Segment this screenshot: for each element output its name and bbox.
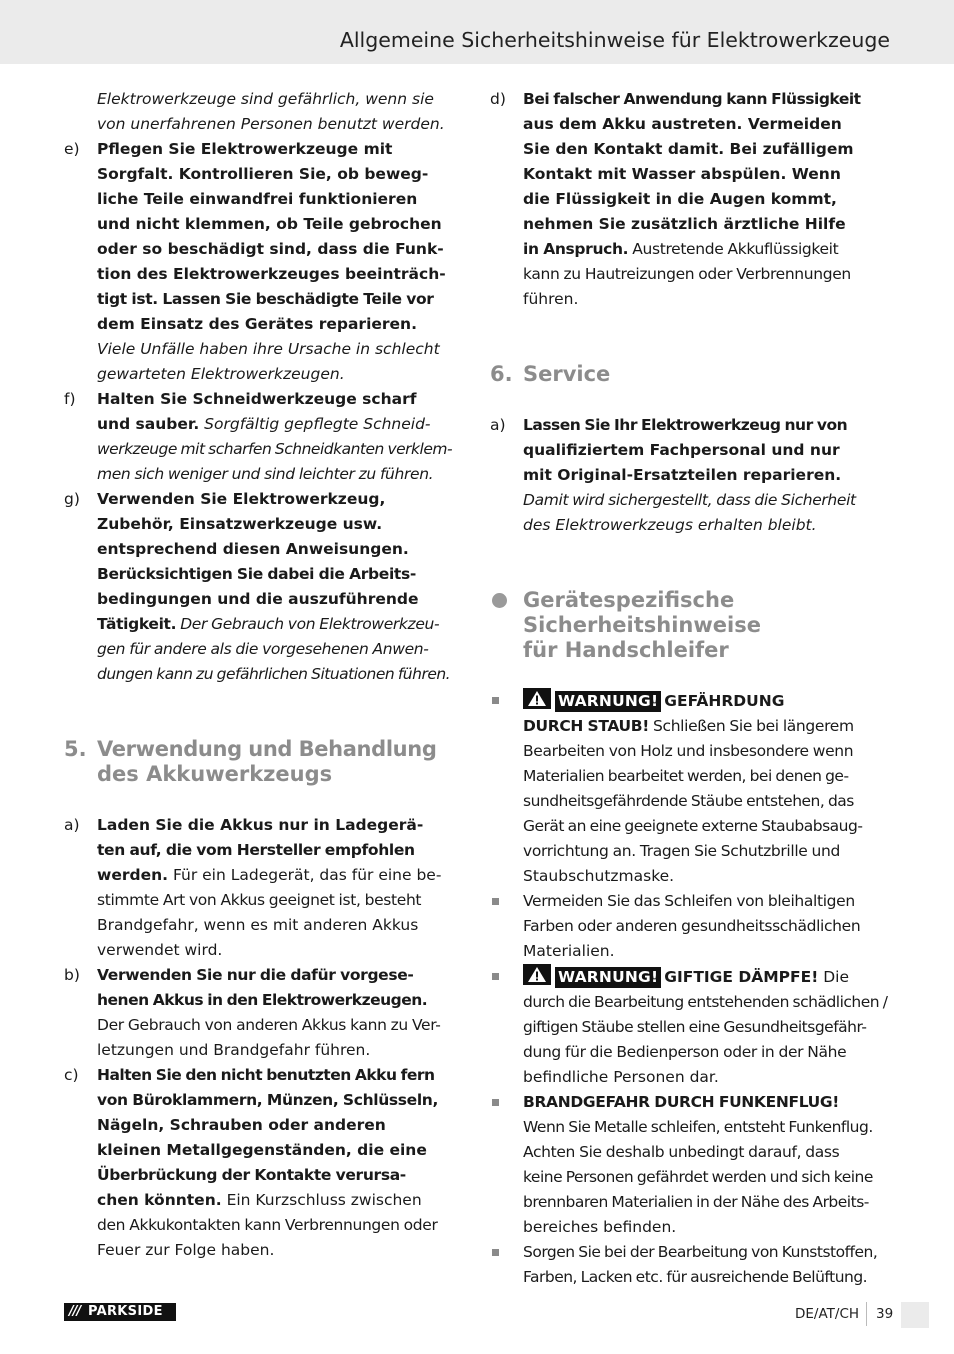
item-f: f) Halten Sie Schneidwerkzeuge scharf und sauber. Sorgfältig gepflegte Schneid- werkzeuge mit scharfen Schneidkanten verklem- men sich weniger und sind leichter zu führen. <box>64 387 464 487</box>
bullet-sparks: BRANDGEFAHR DURCH FUNKENFLUG! Wenn Sie Metalle schleifen, entsteht Funkenflug. Achten Sie deshalb unbedingt darauf, dass keine Personen gefährdet werden und sich keine brennbaren Materialien in der Nähe des Arbeits- bereiches befinden. <box>490 1090 890 1240</box>
warning-label: WARNUNG! <box>555 967 661 988</box>
item-e: e) Pflegen Sie Elektrowerkzeuge mit Sorgfalt. Kontrollieren Sie, ob beweg- liche Teile einwandfrei funktionieren und nicht klemmen, ob Teile gebrochen oder so beschädigt sind, dass die Funk- tion des Elektrowerkzeuges beeinträch- tigt ist. Lassen Sie beschädigte Teile vor dem Einsatz des Gerätes reparieren. Viele Unfälle haben ihre Ursache in schlecht gewarteten Elektrowerkzeugen. <box>64 137 464 387</box>
square-bullet-icon <box>492 1099 499 1106</box>
section-heading-5: 5. Verwendung und Behandlung des Akkuwerkzeugs <box>64 737 437 786</box>
logo-slashes: /// <box>69 1304 81 1319</box>
parkside-logo <box>64 1303 176 1321</box>
item-label: c) <box>64 1066 79 1084</box>
bullet-toxic-fumes: WARNUNG! GIFTIGE DÄMPFE! Die durch die Bearbeitung entstehenden schädlichen / giftigen Stäube stellen eine Gesundheitsgefähr- dung für die Bedienperson oder in der Nähe befindliche Personen dar. <box>490 964 890 1090</box>
item-b: b) Verwenden Sie nur die dafür vorgese- henen Akkus in den Elektrowerkzeugen. Der Gebrauch von anderen Akkus kann zu Ver- letzungen und Brandgefahr führen. <box>64 963 464 1063</box>
logo-text: PARKSIDE <box>88 1304 163 1319</box>
right-column <box>490 87 890 1290</box>
item-label: f) <box>64 390 76 408</box>
section-number: 5. <box>64 737 87 761</box>
square-bullet-icon <box>492 898 499 905</box>
item-label: a) <box>490 416 506 434</box>
item-label: a) <box>64 816 80 834</box>
bullet-dot-icon <box>492 593 507 608</box>
item-label: b) <box>64 966 80 984</box>
left-column <box>64 87 464 1263</box>
square-bullet-icon <box>492 1249 499 1256</box>
warning-label: WARNUNG! <box>555 691 661 712</box>
item-label: g) <box>64 490 80 508</box>
item-d: d) Bei falscher Anwendung kann Flüssigkeit aus dem Akku austreten. Vermeiden Sie den Kontakt damit. Bei zufälligem Kontakt mit Wasser abspülen. Wenn die Flüssigkeit in die Augen kommt, nehmen Sie zusätzlich ärztliche Hilfe in Anspruch. Austretende Akkuflüssigkeit kann zu Hautreizungen oder Verbrennungen führen. <box>490 87 890 312</box>
square-bullet-icon <box>492 697 499 704</box>
item-a-service: a) Lassen Sie Ihr Elektrowerkzeug nur von qualifiziertem Fachpersonal und nur mit Original-Ersatzteilen reparieren. Damit wird sichergestellt, dass die Sicherheit des Elektrowerkzeugs erhalten bleibt. <box>490 413 890 538</box>
item-c: c) Halten Sie den nicht benutzten Akku fern von Büroklammern, Münzen, Schlüsseln, Nägeln, Schrauben oder anderen kleinen Metallgegenständen, die eine Überbrückung der Kontakte verursa- chen könnten. Ein Kurzschluss zwischen den Akkukontakten kann Verbrennungen oder Feuer zur Folge haben. <box>64 1063 464 1263</box>
square-bullet-icon <box>492 973 499 980</box>
page-title: Allgemeine Sicherheitshinweise für Elektrowerkzeuge <box>339 28 890 52</box>
bullet-lead-paint: Vermeiden Sie das Schleifen von bleihaltigen Farben oder anderen gesundheitsschädlichen Materialien. <box>490 889 890 964</box>
page-header <box>0 0 954 64</box>
bullet-dust: WARNUNG! GEFÄHRDUNG DURCH STAUB! Schließen Sie bei längerem Bearbeiten von Holz und insbesondere wenn Materialien bearbeitet werden, bei denen ge- sundheitsgefährdende Stäube entstehen, das Gerät an eine geeignete externe Staubabsaug- vorrichtung an. Tragen Sie Schutzbrille und Staubschutzmaske. <box>490 688 890 889</box>
warning-triangle-icon <box>523 964 551 985</box>
item-a: a) Laden Sie die Akkus nur in Ladegerä- ten auf, die vom Hersteller empfohlen werden. Für ein Ladegerät, das für eine be- stimmte Art von Akkus geeignet ist, besteht Brandgefahr, wenn es mit anderen Akkus verwendet wird. <box>64 813 464 963</box>
item-g: g) Verwenden Sie Elektrowerkzeug, Zubehör, Einsatzwerkzeuge usw. entsprechend diesen Anweisungen. Berücksichtigen Sie dabei die Arbeits- bedingungen und die auszuführende Tätigkeit. Der Gebrauch von Elektrowerkzeu- gen für andere als die vorgesehenen Anwen- dungen kann zu gefährlichen Situationen führen. <box>64 487 464 687</box>
item-label: e) <box>64 140 80 158</box>
footer-divider <box>866 1302 867 1326</box>
bullet-ventilation: Sorgen Sie bei der Bearbeitung von Kunststoffen, Farben, Lacken etc. für ausreichende Belüftung. <box>490 1240 890 1290</box>
page-number: 39 <box>876 1306 894 1322</box>
intro-text: Elektrowerkzeuge sind gefährlich, wenn sie von unerfahrenen Personen benutzt werden. <box>97 90 445 133</box>
language-codes: DE/AT/CH <box>795 1306 860 1322</box>
section-heading-specific: Gerätespezifische Sicherheitshinweise für Handschleifer <box>490 588 890 663</box>
section-number: 6. <box>490 362 513 386</box>
warning-triangle-icon <box>523 688 551 709</box>
footer-tab <box>901 1302 929 1328</box>
item-label: d) <box>490 90 506 108</box>
section-heading-6: 6. Service <box>490 362 611 386</box>
